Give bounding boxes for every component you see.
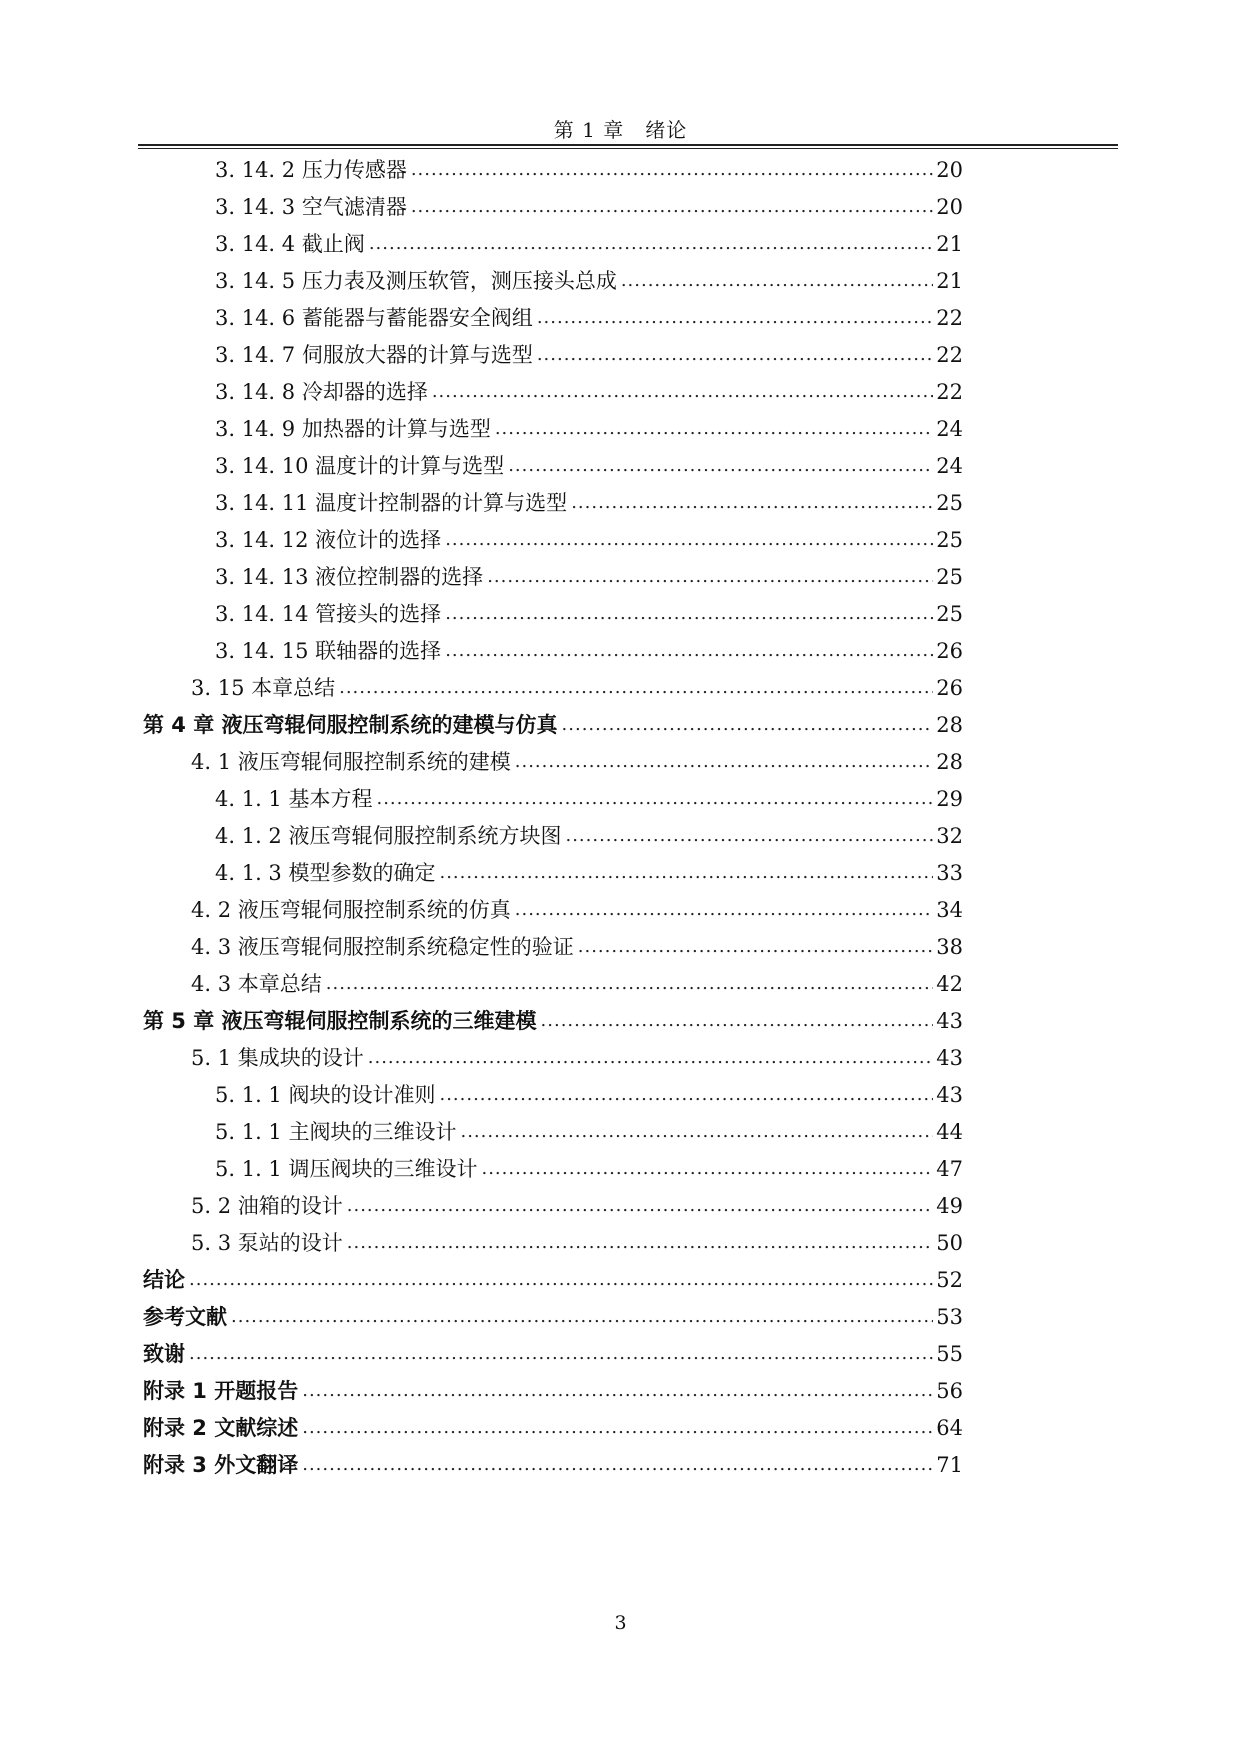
toc-leader-dots: [302, 1447, 933, 1483]
toc-entry[interactable]: [191, 892, 963, 928]
toc-entry-page: 22: [936, 306, 963, 330]
toc-leader-dots: [339, 670, 933, 706]
toc-entry-page: 44: [936, 1120, 963, 1144]
toc-entry-page: 50: [936, 1231, 963, 1255]
toc-entry-page: 43: [936, 1046, 963, 1070]
toc-entry-page: 55: [936, 1342, 963, 1366]
toc-entry[interactable]: [215, 633, 963, 669]
toc-entry-label: 3. 14. 4 截止阀: [215, 232, 365, 256]
toc-leader-dots: [537, 300, 933, 336]
toc-chapter-entry[interactable]: [143, 1003, 963, 1039]
toc-chapter-entry[interactable]: [143, 1373, 963, 1409]
toc-entry-page: 34: [936, 898, 963, 922]
toc-leader-dots: [571, 485, 933, 521]
toc-entry-label: 4. 3 本章总结: [191, 972, 322, 996]
toc-entry[interactable]: [215, 411, 963, 447]
toc-entry-label: 4. 3 液压弯辊伺服控制系统稳定性的验证: [191, 935, 574, 959]
toc-entry-label: 5. 1. 1 调压阀块的三维设计: [215, 1157, 478, 1181]
toc-entry-page: 33: [936, 861, 963, 885]
toc-entry-label: 5. 3 泵站的设计: [191, 1231, 343, 1255]
toc-entry-label: 致谢: [143, 1342, 185, 1366]
toc-entry-label: 参考文献: [143, 1305, 227, 1329]
toc-entry-label: 结论: [143, 1268, 185, 1292]
toc-leader-dots: [578, 929, 933, 965]
toc-leader-dots: [439, 855, 933, 891]
toc-entry-label: 第 4 章 液压弯辊伺服控制系统的建模与仿真: [143, 713, 558, 737]
toc-entry-page: 26: [936, 676, 963, 700]
toc-entry-label: 附录 2 文献综述: [143, 1416, 299, 1440]
toc-leader-dots: [515, 744, 933, 780]
toc-entry[interactable]: [191, 1188, 963, 1224]
toc-entry-label: 4. 1 液压弯辊伺服控制系统的建模: [191, 750, 511, 774]
toc-chapter-entry[interactable]: [143, 1336, 963, 1372]
toc-entry-label: 第 5 章 液压弯辊伺服控制系统的三维建模: [143, 1009, 537, 1033]
toc-leader-dots: [347, 1188, 933, 1224]
toc-leader-dots: [460, 1114, 933, 1150]
toc-entry-page: 20: [936, 195, 963, 219]
toc-entry-page: 24: [936, 417, 963, 441]
toc-entry[interactable]: [215, 152, 963, 188]
toc-entry-label: 附录 1 开题报告: [143, 1379, 299, 1403]
toc-entry-page: 25: [936, 528, 963, 552]
toc-entry-label: 3. 14. 13 液位控制器的选择: [215, 565, 484, 589]
toc-entry-page: 21: [936, 232, 963, 256]
toc-entry[interactable]: [215, 337, 963, 373]
toc-entry[interactable]: [215, 189, 963, 225]
toc-entry-label: 3. 14. 15 联轴器的选择: [215, 639, 442, 663]
toc-entry-label: 5. 2 油箱的设计: [191, 1194, 343, 1218]
toc-chapter-entry[interactable]: [143, 707, 963, 743]
toc-entry-label: 3. 14. 14 管接头的选择: [215, 602, 442, 626]
toc-entry-page: 22: [936, 380, 963, 404]
toc-entry[interactable]: [215, 1114, 963, 1150]
toc-leader-dots: [302, 1410, 933, 1446]
toc-entry-page: 64: [936, 1416, 963, 1440]
toc-entry-label: 3. 14. 2 压力传感器: [215, 158, 407, 182]
toc-entry[interactable]: [191, 929, 963, 965]
toc-entry-page: 43: [936, 1083, 963, 1107]
toc-entry[interactable]: [215, 1077, 963, 1113]
toc-leader-dots: [439, 1077, 933, 1113]
toc-leader-dots: [487, 559, 933, 595]
toc-entry[interactable]: [215, 596, 963, 632]
toc-entry-page: 25: [936, 602, 963, 626]
toc-leader-dots: [515, 892, 933, 928]
toc-leader-dots: [562, 707, 933, 743]
toc-entry[interactable]: [215, 485, 963, 521]
page-number: 3: [614, 1612, 627, 1634]
toc-chapter-entry[interactable]: [143, 1410, 963, 1446]
toc-leader-dots: [432, 374, 933, 410]
toc-entry-label: 3. 14. 3 空气滤清器: [215, 195, 407, 219]
toc-entry[interactable]: [215, 448, 963, 484]
toc-leader-dots: [411, 189, 933, 225]
toc-entry-page: 25: [936, 565, 963, 589]
toc-leader-dots: [231, 1299, 933, 1335]
toc-entry-page: 49: [936, 1194, 963, 1218]
toc-chapter-entry[interactable]: [143, 1447, 963, 1483]
toc-entry-label: 附录 3 外文翻译: [143, 1453, 299, 1477]
toc-entry-page: 53: [936, 1305, 963, 1329]
toc-leader-dots: [376, 781, 933, 817]
toc-leader-dots: [411, 152, 933, 188]
toc-leader-dots: [495, 411, 933, 447]
running-header: 第 1 章 绪论: [553, 118, 688, 142]
toc-entry[interactable]: [215, 374, 963, 410]
toc-entry[interactable]: [215, 522, 963, 558]
toc-entry[interactable]: [191, 744, 963, 780]
toc-entry-page: 21: [936, 269, 963, 293]
toc-leader-dots: [621, 263, 933, 299]
toc-entry-page: 22: [936, 343, 963, 367]
toc-entry-page: 71: [936, 1453, 963, 1477]
toc-entry-label: 3. 14. 8 冷却器的选择: [215, 380, 428, 404]
toc-entry-label: 3. 14. 9 加热器的计算与选型: [215, 417, 491, 441]
toc-leader-dots: [481, 1151, 933, 1187]
toc-entry-label: 4. 1. 2 液压弯辊伺服控制系统方块图: [215, 824, 562, 848]
toc-entry-label: 4. 1. 1 基本方程: [215, 787, 373, 811]
toc-entry-page: 38: [936, 935, 963, 959]
toc-entry-page: 28: [936, 713, 963, 737]
toc-entry-label: 3. 14. 10 温度计的计算与选型: [215, 454, 505, 478]
toc-entry-page: 25: [936, 491, 963, 515]
toc-entry[interactable]: [215, 226, 963, 262]
toc-entry-label: 5. 1. 1 阀块的设计准则: [215, 1083, 436, 1107]
toc-entry[interactable]: [215, 855, 963, 891]
toc-entry-label: 3. 14. 11 温度计控制器的计算与选型: [215, 491, 568, 515]
toc-entry[interactable]: [191, 1225, 963, 1261]
toc-entry-page: 29: [936, 787, 963, 811]
toc-leader-dots: [537, 337, 933, 373]
toc-entry-page: 43: [936, 1009, 963, 1033]
toc-entry[interactable]: [191, 966, 963, 1002]
toc-entry[interactable]: [215, 300, 963, 336]
toc-entry-page: 32: [936, 824, 963, 848]
toc-entry-label: 3. 14. 7 伺服放大器的计算与选型: [215, 343, 533, 367]
toc-leader-dots: [445, 522, 933, 558]
toc-leader-dots: [445, 633, 933, 669]
toc-entry[interactable]: [215, 781, 963, 817]
toc-leader-dots: [445, 596, 933, 632]
toc-leader-dots: [368, 1040, 933, 1076]
toc-chapter-entry[interactable]: [143, 1262, 963, 1298]
toc-leader-dots: [565, 818, 933, 854]
toc-entry-page: 47: [936, 1157, 963, 1181]
toc-entry[interactable]: [191, 1040, 963, 1076]
toc-entry-page: 56: [936, 1379, 963, 1403]
toc-entry[interactable]: [215, 818, 963, 854]
header-rule-thick: [138, 144, 1118, 146]
toc-leader-dots: [302, 1373, 933, 1409]
toc-leader-dots: [369, 226, 933, 262]
toc-entry-page: 20: [936, 158, 963, 182]
toc-entry-label: 3. 14. 5 压力表及测压软管，测压接头总成: [215, 269, 617, 293]
toc-entry[interactable]: [191, 670, 963, 706]
toc-entry-page: 52: [936, 1268, 963, 1292]
toc-entry-label: 3. 14. 12 液位计的选择: [215, 528, 442, 552]
toc-entry[interactable]: [215, 559, 963, 595]
toc-entry[interactable]: [215, 263, 963, 299]
toc-entry-label: 5. 1 集成块的设计: [191, 1046, 364, 1070]
header-rule-thin: [138, 148, 1118, 149]
toc-leader-dots: [347, 1225, 933, 1261]
toc-entry-label: 3. 15 本章总结: [191, 676, 336, 700]
toc-leader-dots: [189, 1336, 933, 1372]
toc-leader-dots: [541, 1003, 933, 1039]
toc-entry[interactable]: [215, 1151, 963, 1187]
toc-entry-label: 4. 1. 3 模型参数的确定: [215, 861, 436, 885]
toc-chapter-entry[interactable]: [143, 1299, 963, 1335]
toc-entry-page: 24: [936, 454, 963, 478]
toc-entry-label: 4. 2 液压弯辊伺服控制系统的仿真: [191, 898, 511, 922]
toc-entry-page: 28: [936, 750, 963, 774]
toc-leader-dots: [508, 448, 933, 484]
toc-entry-page: 26: [936, 639, 963, 663]
toc-entry-label: 3. 14. 6 蓄能器与蓄能器安全阀组: [215, 306, 533, 330]
toc-leader-dots: [189, 1262, 933, 1298]
toc-entry-page: 42: [936, 972, 963, 996]
toc-entry-label: 5. 1. 1 主阀块的三维设计: [215, 1120, 457, 1144]
toc-leader-dots: [326, 966, 933, 1002]
